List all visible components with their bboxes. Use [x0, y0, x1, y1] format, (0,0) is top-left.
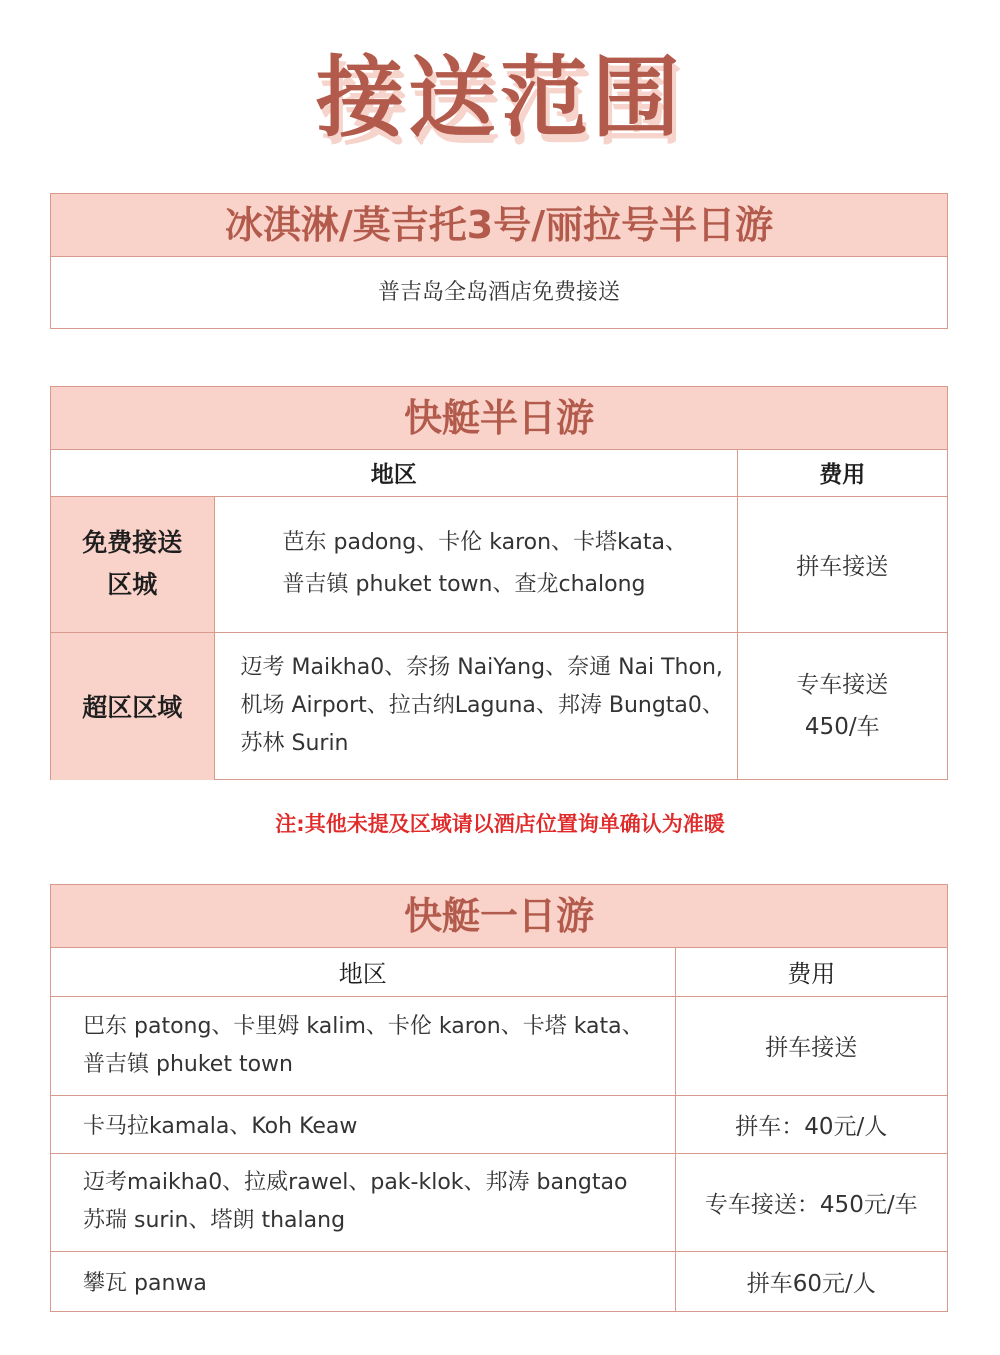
page-title: 接送范围: [315, 46, 684, 149]
section-ice-cream-tour: [50, 193, 948, 329]
region-line: 普吉镇 phuket town、查龙chalong: [282, 572, 646, 597]
region-line: 迈考 Maikha0、奈扬 NaiYang、奈通 Nai Thon,: [240, 655, 723, 681]
region-line: 普吉镇 phuket town: [83, 1051, 293, 1077]
row-label: [51, 496, 214, 632]
column-header-fee: 费用: [737, 449, 947, 496]
table-row: [51, 496, 947, 632]
row-label-line: 免费接送: [82, 528, 183, 557]
fee-cell: 拼车接送: [675, 996, 947, 1095]
region-cell: [51, 996, 675, 1095]
region-line: 苏林 Surin: [240, 731, 349, 757]
fee-line: 专车接送: [796, 672, 889, 699]
table-row: [51, 1095, 947, 1153]
region-line: 迈考maikha0、拉威rawel、pak-klok、邦涛 bangtao: [83, 1170, 628, 1195]
region-cell: 卡马拉kamala、Koh Keaw: [51, 1095, 675, 1153]
region-cell: [214, 632, 737, 780]
region-line: 机场 Airport、拉古纳Laguna、邦涛 Bungta0、: [240, 693, 724, 719]
region-cell: [214, 496, 737, 632]
fee-cell: 拼车60元/人: [675, 1251, 947, 1311]
region-cell: 攀瓦 panwa: [51, 1251, 675, 1311]
region-line: 苏瑞 surin、塔朗 thalang: [83, 1208, 346, 1233]
pickup-table: [51, 449, 947, 781]
section-speedboat-full-day: [50, 884, 948, 1312]
table-row: [51, 1153, 947, 1251]
section-speedboat-half-day: [50, 386, 948, 780]
section-title: 快艇一日游: [51, 885, 947, 948]
section-body: 普吉岛全岛酒店免费接送: [377, 280, 620, 305]
table-header-row: [51, 449, 947, 496]
column-header-region: 地区: [51, 449, 737, 496]
column-header-region: 地区: [51, 947, 675, 996]
fee-cell: 专车接送：450元/车: [675, 1153, 947, 1251]
pickup-table: [51, 947, 947, 1312]
table-row: [51, 632, 947, 780]
fee-cell: 拼车接送: [737, 496, 947, 632]
region-line: 芭东 padong、卡伦 karon、卡塔kata、: [282, 530, 688, 555]
fee-line: 450/车: [804, 714, 880, 741]
fee-cell: 拼车：40元/人: [675, 1095, 947, 1153]
fee-cell: [737, 632, 947, 780]
region-line: 巴东 patong、卡里姆 kalim、卡伦 karon、卡塔 kata、: [83, 1013, 644, 1039]
column-header-fee: 费用: [675, 947, 947, 996]
row-label-line: 区城: [107, 570, 158, 599]
table-row: [51, 1251, 947, 1311]
section-title: 快艇半日游: [51, 387, 947, 450]
row-label: 超区区域: [51, 632, 214, 780]
table-header-row: [51, 947, 947, 996]
region-cell: [51, 1153, 675, 1251]
table-row: [51, 996, 947, 1095]
note-text: 注:其他未提及区域请以酒店位置询单确认为准暖: [275, 812, 725, 836]
section-title: 冰淇淋/莫吉托3号/丽拉号半日游: [51, 194, 947, 257]
